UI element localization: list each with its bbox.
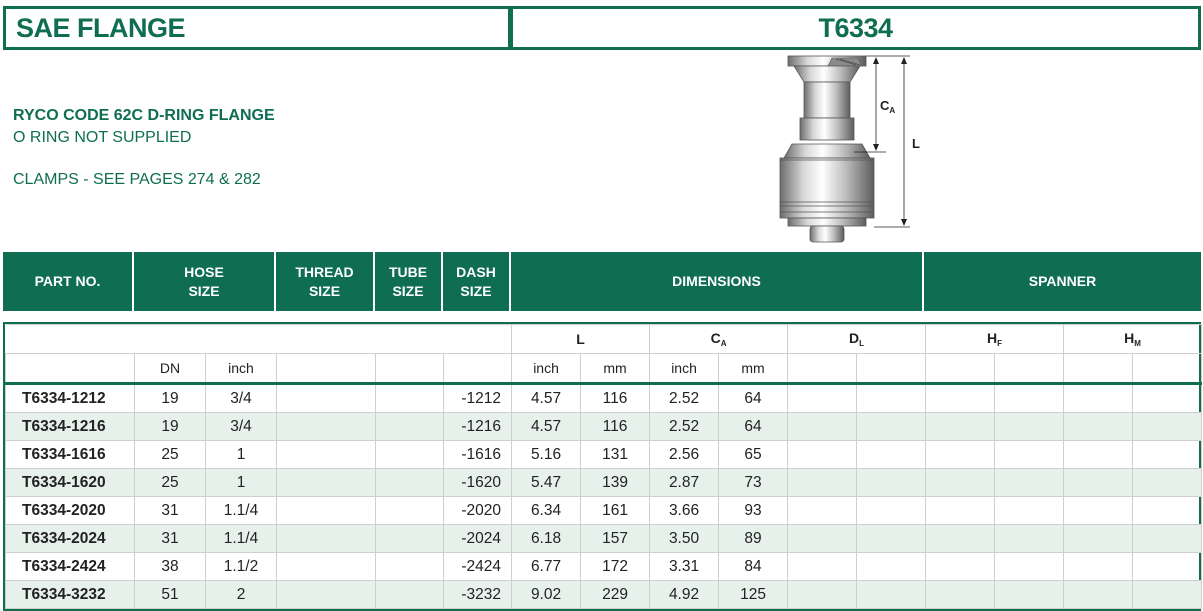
cell-hose-dn: 31	[135, 525, 206, 553]
cell-part-number: T6334-1216	[6, 413, 135, 441]
cell-hf-inch	[926, 497, 995, 525]
cell-thread-size	[277, 553, 376, 581]
cell-dash-size: -1616	[444, 441, 512, 469]
cell-hose-inch: 1	[206, 441, 277, 469]
cell-hm-mm	[1133, 384, 1202, 413]
cell-l-inch: 6.34	[512, 497, 581, 525]
cell-l-mm: 172	[581, 553, 650, 581]
sub-l: L	[512, 325, 650, 354]
cell-thread-size	[277, 497, 376, 525]
cell-dash-size: -3232	[444, 581, 512, 609]
table-row	[6, 469, 1202, 497]
cell-ca-mm: 64	[719, 413, 788, 441]
cell-dl-inch	[788, 581, 857, 609]
cell-dash-size: -2024	[444, 525, 512, 553]
cell-dl-mm	[857, 469, 926, 497]
cell-hm-mm	[1133, 441, 1202, 469]
cell-dash-size: -1212	[444, 384, 512, 413]
cell-ca-mm: 64	[719, 384, 788, 413]
table-row	[6, 384, 1202, 413]
cell-ca-mm: 73	[719, 469, 788, 497]
cell-tube-size	[376, 469, 444, 497]
col-spanner	[924, 252, 1201, 311]
cell-hm-inch	[1064, 384, 1133, 413]
cell-hf-inch	[926, 525, 995, 553]
cell-hose-inch: 1.1/4	[206, 525, 277, 553]
cell-hm-mm	[1133, 497, 1202, 525]
cell-dl-inch	[788, 469, 857, 497]
cell-hose-inch: 1.1/4	[206, 497, 277, 525]
cell-hm-inch	[1064, 525, 1133, 553]
cell-ca-mm: 65	[719, 441, 788, 469]
cell-l-mm: 116	[581, 384, 650, 413]
cell-hf-inch	[926, 553, 995, 581]
cell-ca-inch: 2.56	[650, 441, 719, 469]
fitting-drawing	[770, 52, 930, 247]
cell-hf-inch	[926, 384, 995, 413]
cell-hm-mm	[1133, 553, 1202, 581]
cell-hm-inch	[1064, 413, 1133, 441]
cell-part-number: T6334-2424	[6, 553, 135, 581]
parts-table	[3, 322, 1201, 611]
sub-hm-main: H	[1124, 330, 1135, 346]
cell-hf-mm	[995, 469, 1064, 497]
col-thread-label-2: SIZE	[308, 282, 341, 299]
cell-dash-size: -1620	[444, 469, 512, 497]
part-family-title: T6334	[510, 6, 1201, 50]
cell-dl-mm	[857, 553, 926, 581]
cell-ca-inch: 4.92	[650, 581, 719, 609]
table-row	[6, 413, 1202, 441]
cell-ca-inch: 2.52	[650, 384, 719, 413]
col-tube-label-1: TUBE	[388, 263, 428, 280]
cell-dash-size: -2020	[444, 497, 512, 525]
unit-dn: DN	[135, 354, 206, 384]
cell-ca-inch: 2.52	[650, 413, 719, 441]
sub-hf-main: H	[987, 330, 998, 346]
col-hose-label-2: SIZE	[188, 282, 220, 299]
cell-dl-inch	[788, 441, 857, 469]
cell-hose-inch: 2	[206, 581, 277, 609]
cell-hm-inch	[1064, 581, 1133, 609]
table-header-band	[3, 252, 1201, 311]
dimension-header-row	[6, 325, 1202, 354]
col-part-no	[3, 252, 134, 311]
unit-l-inch: inch	[512, 354, 581, 384]
sub-hm-sub: M	[1134, 339, 1141, 348]
cell-thread-size	[277, 384, 376, 413]
cell-hose-dn: 19	[135, 413, 206, 441]
cell-ca-inch: 3.31	[650, 553, 719, 581]
cell-hf-inch	[926, 413, 995, 441]
cell-dl-inch	[788, 553, 857, 581]
cell-l-inch: 5.47	[512, 469, 581, 497]
cell-hf-mm	[995, 413, 1064, 441]
cell-hf-mm	[995, 553, 1064, 581]
col-dimensions	[511, 252, 924, 311]
cell-hm-mm	[1133, 525, 1202, 553]
cell-part-number: T6334-1212	[6, 384, 135, 413]
cell-l-mm: 157	[581, 525, 650, 553]
cell-l-inch: 6.18	[512, 525, 581, 553]
parts-rows	[6, 384, 1202, 609]
cell-l-inch: 6.77	[512, 553, 581, 581]
cell-tube-size	[376, 441, 444, 469]
cell-l-inch: 4.57	[512, 413, 581, 441]
cell-dl-mm	[857, 525, 926, 553]
cell-hose-inch: 1	[206, 469, 277, 497]
cell-dl-inch	[788, 384, 857, 413]
col-thread-size	[276, 252, 375, 311]
table-row	[6, 497, 1202, 525]
cell-tube-size	[376, 413, 444, 441]
unit-header-row	[6, 354, 1202, 384]
cell-dl-mm	[857, 497, 926, 525]
unit-ca-inch: inch	[650, 354, 719, 384]
cell-l-inch: 9.02	[512, 581, 581, 609]
cell-hm-mm	[1133, 469, 1202, 497]
cell-hm-inch	[1064, 553, 1133, 581]
cell-thread-size	[277, 413, 376, 441]
cell-hose-dn: 31	[135, 497, 206, 525]
cell-thread-size	[277, 525, 376, 553]
unit-l-mm: mm	[581, 354, 650, 384]
clamps-note: CLAMPS - SEE PAGES 274 & 282	[13, 171, 261, 188]
cell-dash-size: -2424	[444, 553, 512, 581]
cell-l-mm: 161	[581, 497, 650, 525]
col-thread-label-1: THREAD	[295, 263, 354, 280]
cell-l-mm: 229	[581, 581, 650, 609]
cell-thread-size	[277, 469, 376, 497]
sub-dl-main: D	[849, 330, 860, 346]
page-title: SAE FLANGE	[3, 6, 511, 50]
cell-l-mm: 131	[581, 441, 650, 469]
col-spanner-label: SPANNER	[1028, 273, 1097, 289]
cell-tube-size	[376, 497, 444, 525]
cell-ca-inch: 2.87	[650, 469, 719, 497]
cell-hf-inch	[926, 441, 995, 469]
cell-hose-dn: 25	[135, 469, 206, 497]
cell-dl-inch	[788, 497, 857, 525]
cell-hose-dn: 19	[135, 384, 206, 413]
col-tube-size	[375, 252, 443, 311]
cell-part-number: T6334-1616	[6, 441, 135, 469]
sub-dl	[788, 325, 926, 354]
cell-hm-mm	[1133, 413, 1202, 441]
cell-hose-inch: 3/4	[206, 413, 277, 441]
table-row	[6, 581, 1202, 609]
cell-dl-mm	[857, 413, 926, 441]
sub-ca	[650, 325, 788, 354]
sub-dl-sub: L	[859, 339, 865, 348]
table-row	[6, 553, 1202, 581]
col-part-no-label: PART NO.	[34, 273, 101, 289]
sub-hf	[926, 325, 1064, 354]
cell-dl-inch	[788, 413, 857, 441]
ca-dim-sub: A	[889, 106, 896, 115]
cell-thread-size	[277, 441, 376, 469]
col-hose-label-1: HOSE	[184, 263, 224, 280]
cell-dl-inch	[788, 525, 857, 553]
cell-dl-mm	[857, 384, 926, 413]
unit-inch-hose: inch	[206, 354, 277, 384]
cell-l-inch: 5.16	[512, 441, 581, 469]
cell-hf-inch	[926, 469, 995, 497]
col-hose-size	[134, 252, 276, 311]
cell-part-number: T6334-2020	[6, 497, 135, 525]
cell-hf-inch	[926, 581, 995, 609]
col-tube-label-2: SIZE	[392, 282, 424, 299]
cell-tube-size	[376, 384, 444, 413]
cell-dl-mm	[857, 581, 926, 609]
svg-text:CA	[880, 98, 895, 115]
cell-tube-size	[376, 525, 444, 553]
oring-note: O RING NOT SUPPLIED	[13, 129, 192, 146]
cell-hf-mm	[995, 581, 1064, 609]
sub-hm	[1064, 325, 1202, 354]
cell-part-number: T6334-1620	[6, 469, 135, 497]
cell-hose-inch: 3/4	[206, 384, 277, 413]
cell-hf-mm	[995, 384, 1064, 413]
cell-ca-inch: 3.50	[650, 525, 719, 553]
sub-ca-main: C	[710, 330, 721, 346]
cell-hf-mm	[995, 497, 1064, 525]
cell-hm-mm	[1133, 581, 1202, 609]
ca-dim-label: C	[880, 98, 890, 113]
cell-ca-mm: 89	[719, 525, 788, 553]
cell-l-mm: 139	[581, 469, 650, 497]
table-row	[6, 525, 1202, 553]
sub-hf-sub: F	[997, 339, 1003, 348]
cell-ca-mm: 125	[719, 581, 788, 609]
col-dimensions-label: DIMENSIONS	[672, 273, 761, 289]
ryco-code-label: RYCO CODE 62C D-RING FLANGE	[13, 107, 275, 124]
cell-part-number: T6334-2024	[6, 525, 135, 553]
l-dim-label: L	[912, 136, 920, 151]
col-dash-label-2: SIZE	[460, 282, 492, 299]
table-row	[6, 441, 1202, 469]
cell-l-mm: 116	[581, 413, 650, 441]
cell-tube-size	[376, 581, 444, 609]
cell-hm-inch	[1064, 441, 1133, 469]
cell-part-number: T6334-3232	[6, 581, 135, 609]
cell-ca-mm: 93	[719, 497, 788, 525]
cell-tube-size	[376, 553, 444, 581]
cell-dash-size: -1216	[444, 413, 512, 441]
cell-hose-dn: 38	[135, 553, 206, 581]
cell-thread-size	[277, 581, 376, 609]
cell-l-inch: 4.57	[512, 384, 581, 413]
cell-dl-mm	[857, 441, 926, 469]
cell-ca-inch: 3.66	[650, 497, 719, 525]
cell-hm-inch	[1064, 469, 1133, 497]
cell-ca-mm: 84	[719, 553, 788, 581]
unit-ca-mm: mm	[719, 354, 788, 384]
cell-hose-dn: 25	[135, 441, 206, 469]
sub-ca-sub: A	[720, 339, 727, 348]
col-dash-label-1: DASH	[456, 263, 496, 280]
cell-hf-mm	[995, 525, 1064, 553]
cell-hf-mm	[995, 441, 1064, 469]
col-dash-size	[443, 252, 511, 311]
cell-hose-inch: 1.1/2	[206, 553, 277, 581]
cell-hm-inch	[1064, 497, 1133, 525]
cell-hose-dn: 51	[135, 581, 206, 609]
